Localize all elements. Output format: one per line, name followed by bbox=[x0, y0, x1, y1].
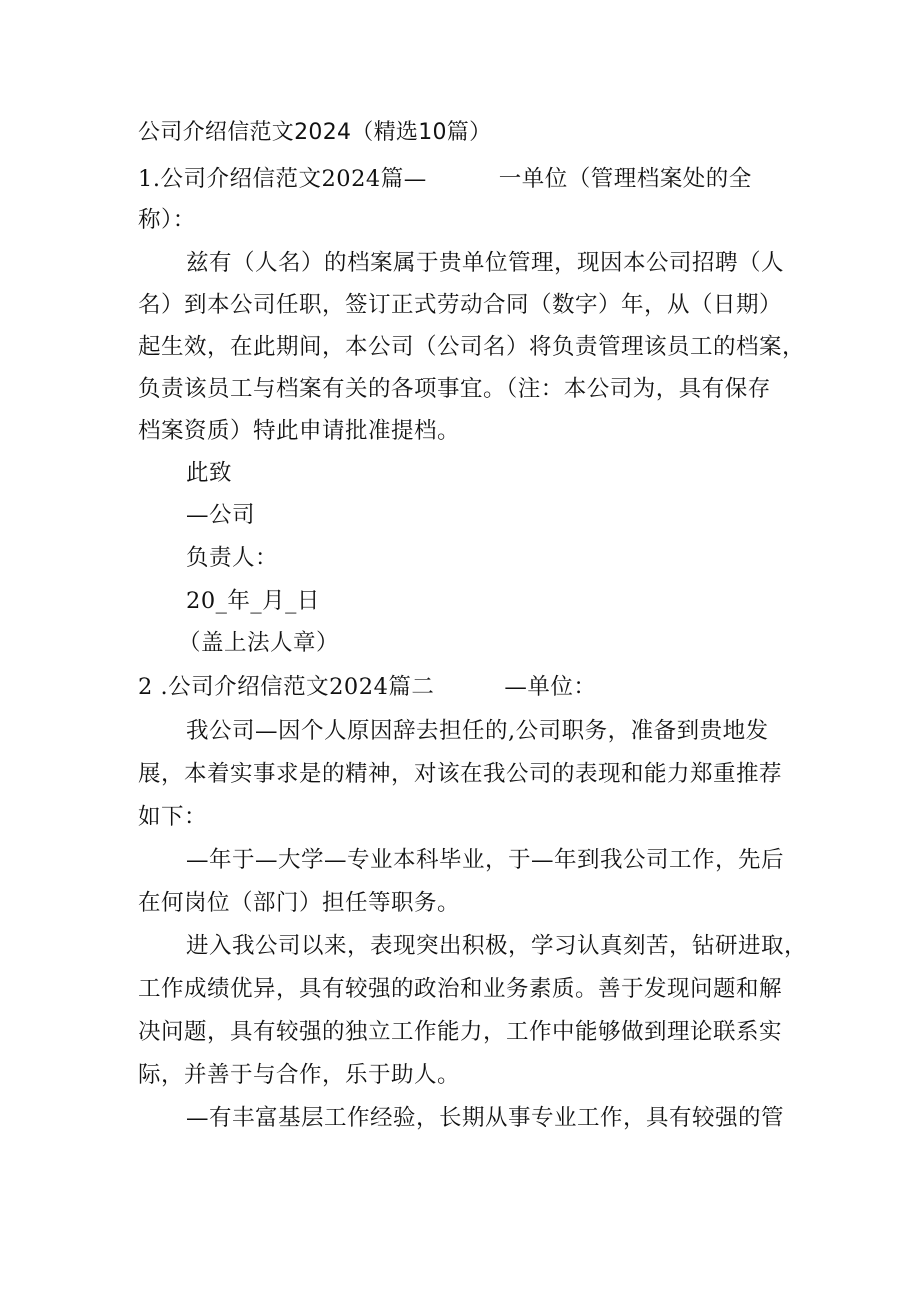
section2-para3-line: 际，并善于与合作，乐于助人。 bbox=[138, 1062, 461, 1088]
section1-heading-end: 一单位（管理档案处的全 bbox=[498, 166, 752, 192]
section2-para1-line: 如下： bbox=[138, 804, 208, 830]
section1-heading-line2: 称）： bbox=[138, 207, 196, 233]
section1-heading bbox=[138, 164, 752, 194]
section1-body-line: 负责该员工与档案有关的各项事宜。（注：本公司为，具有保存 bbox=[138, 376, 771, 402]
section1-body-line: 档案资质）特此申请批准提档。 bbox=[138, 418, 461, 444]
seal-text: （盖上法人章） bbox=[178, 630, 340, 656]
section2-heading bbox=[138, 672, 596, 702]
section2-para3-line: 决问题，具有较强的独立工作能力，工作中能够做到理论联系实 bbox=[138, 1019, 783, 1045]
section2-para3-line: 进入我公司以来，表现突出积极，学习认真刻苦，钻研进取， bbox=[186, 933, 808, 959]
section2-para1-line: 我公司—因个人原因辞去担任的,公司职务，准备到贵地发 bbox=[186, 718, 769, 744]
section1-body-line: 起生效，在此期间，本公司（公司名）将负责管理该员工的档案， bbox=[138, 334, 806, 360]
section1-body-line: 兹有（人名）的档案属于贵单位管理，现因本公司招聘（人 bbox=[186, 250, 785, 276]
section2-heading-end: —单位： bbox=[504, 674, 597, 700]
section2-para2-line: —年于—大学—专业本科毕业，于—年到我公司工作，先后 bbox=[186, 847, 785, 873]
company-text: —公司 bbox=[186, 502, 256, 528]
responsible-text: 负责人： bbox=[186, 545, 279, 571]
section2-para3-line: 工作成绩优异，具有较强的政治和业务素质。善于发现问题和解 bbox=[138, 976, 783, 1002]
section1-body-line: 名）到本公司任职，签订正式劳动合同（数字）年，从（日期） bbox=[138, 292, 783, 318]
section2-heading-start: 2 .公司介绍信范文2024篇二 bbox=[138, 674, 435, 700]
section2-para2-line: 在何岗位（部门）担任等职务。 bbox=[138, 890, 461, 916]
section2-para4-line: —有丰富基层工作经验，长期从事专业工作，具有较强的管 bbox=[186, 1105, 785, 1131]
section1-heading-start: 1.公司介绍信范文2024篇— bbox=[138, 166, 427, 192]
section2-para1-line: 展，本着实事求是的精神，对该在我公司的表现和能力郑重推荐 bbox=[138, 761, 783, 787]
date-text: 20_年_月_日 bbox=[186, 588, 320, 614]
document-title: 公司介绍信范文2024（精选10篇） bbox=[138, 120, 492, 145]
closing-text: 此致 bbox=[186, 460, 233, 486]
